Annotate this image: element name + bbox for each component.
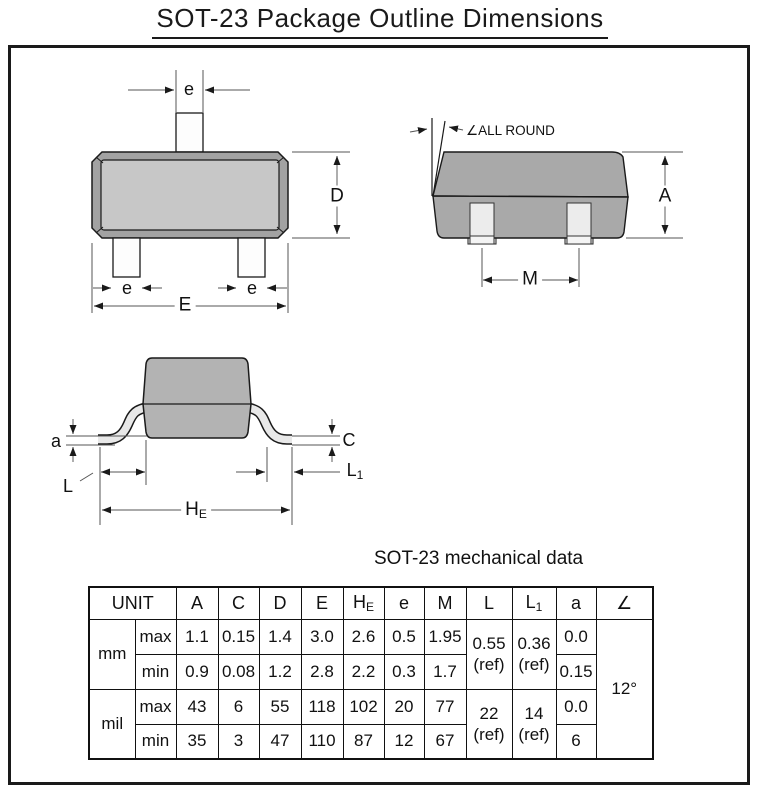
- dim-label-c: C: [342, 430, 356, 450]
- table-cell: 0.15: [218, 619, 259, 654]
- table-cell: 55: [259, 689, 301, 724]
- all-round-label: ∠ALL ROUND: [466, 123, 555, 138]
- col-header-he: $H_E$: [343, 587, 384, 619]
- table-cell: 0.0: [556, 689, 596, 724]
- unit-label-mil: mil: [89, 689, 135, 759]
- table-cell: 102: [343, 689, 384, 724]
- table-cell: 67: [424, 724, 466, 759]
- dim-label-l: L: [62, 476, 74, 496]
- table-cell: 0.5: [384, 619, 424, 654]
- perspective-view: [410, 118, 683, 287]
- dim-label-e-total: E: [175, 295, 196, 316]
- table-cell: 3: [218, 724, 259, 759]
- col-header-d: D: [259, 587, 301, 619]
- table-cell: 20: [384, 689, 424, 724]
- row-label-mil-max: max: [135, 689, 176, 724]
- table-cell: 87: [343, 724, 384, 759]
- col-header-e-small: e: [384, 587, 424, 619]
- table-cell: 1.7: [424, 654, 466, 689]
- table-cell: 1.95: [424, 619, 466, 654]
- table-cell: 6: [218, 689, 259, 724]
- table-cell: 47: [259, 724, 301, 759]
- table-cell: 0.0: [556, 619, 596, 654]
- front-view: [92, 70, 350, 313]
- table-cell: 2.8: [301, 654, 343, 689]
- dim-label-a-height: A: [655, 186, 676, 207]
- table-cell-l-ref-mm: 0.55 (ref): [466, 619, 512, 689]
- table-cell: 0.08: [218, 654, 259, 689]
- table-cell-l1-ref-mm: 0.36 (ref): [512, 619, 556, 689]
- unit-label-mm: mm: [89, 619, 135, 689]
- table-cell: 43: [176, 689, 218, 724]
- dim-label-a-standoff: a: [50, 431, 62, 451]
- row-label-mm-min: min: [135, 654, 176, 689]
- col-header-angle: ∠: [596, 587, 653, 619]
- row-label-mil-min: min: [135, 724, 176, 759]
- table-cell: 118: [301, 689, 343, 724]
- col-header-unit: UNIT: [89, 587, 176, 619]
- dim-label-e-bottom-left: e: [121, 278, 133, 298]
- table-cell: 3.0: [301, 619, 343, 654]
- dim-label-m: M: [518, 269, 542, 290]
- mechanical-data-table: [88, 586, 654, 760]
- table-cell-l1-ref-mil: 14 (ref): [512, 689, 556, 759]
- page-title: [0, 3, 760, 39]
- table-cell: 0.9: [176, 654, 218, 689]
- col-header-a: A: [176, 587, 218, 619]
- page-title-text: SOT-23 Package Outline Dimensions: [152, 3, 607, 39]
- col-header-c: C: [218, 587, 259, 619]
- table-cell: 1.4: [259, 619, 301, 654]
- dim-label-e-bottom-right: e: [246, 278, 258, 298]
- dim-label-d: D: [326, 186, 348, 207]
- table-cell: 2.6: [343, 619, 384, 654]
- table-cell-l-ref-mil: 22 (ref): [466, 689, 512, 759]
- table-title: SOT-23 mechanical data: [374, 548, 584, 569]
- table-cell: 6: [556, 724, 596, 759]
- dim-label-l1: $L_1$: [346, 460, 364, 482]
- table-cell-angle: 12°: [596, 619, 653, 759]
- table-cell: 77: [424, 689, 466, 724]
- table-cell: 1.2: [259, 654, 301, 689]
- table-cell: 1.1: [176, 619, 218, 654]
- col-header-a-small: a: [556, 587, 596, 619]
- table-cell: 0.15: [556, 654, 596, 689]
- col-header-e: E: [301, 587, 343, 619]
- table-cell: 12: [384, 724, 424, 759]
- table-cell: 35: [176, 724, 218, 759]
- col-header-m: M: [424, 587, 466, 619]
- row-label-mm-max: max: [135, 619, 176, 654]
- col-header-l: L: [466, 587, 512, 619]
- table-cell: 0.3: [384, 654, 424, 689]
- dim-label-e-top: e: [183, 79, 195, 99]
- col-header-l1: $L_1$: [512, 587, 556, 619]
- dim-label-he: $H_E$: [181, 499, 211, 521]
- table-cell: 110: [301, 724, 343, 759]
- table-cell: 2.2: [343, 654, 384, 689]
